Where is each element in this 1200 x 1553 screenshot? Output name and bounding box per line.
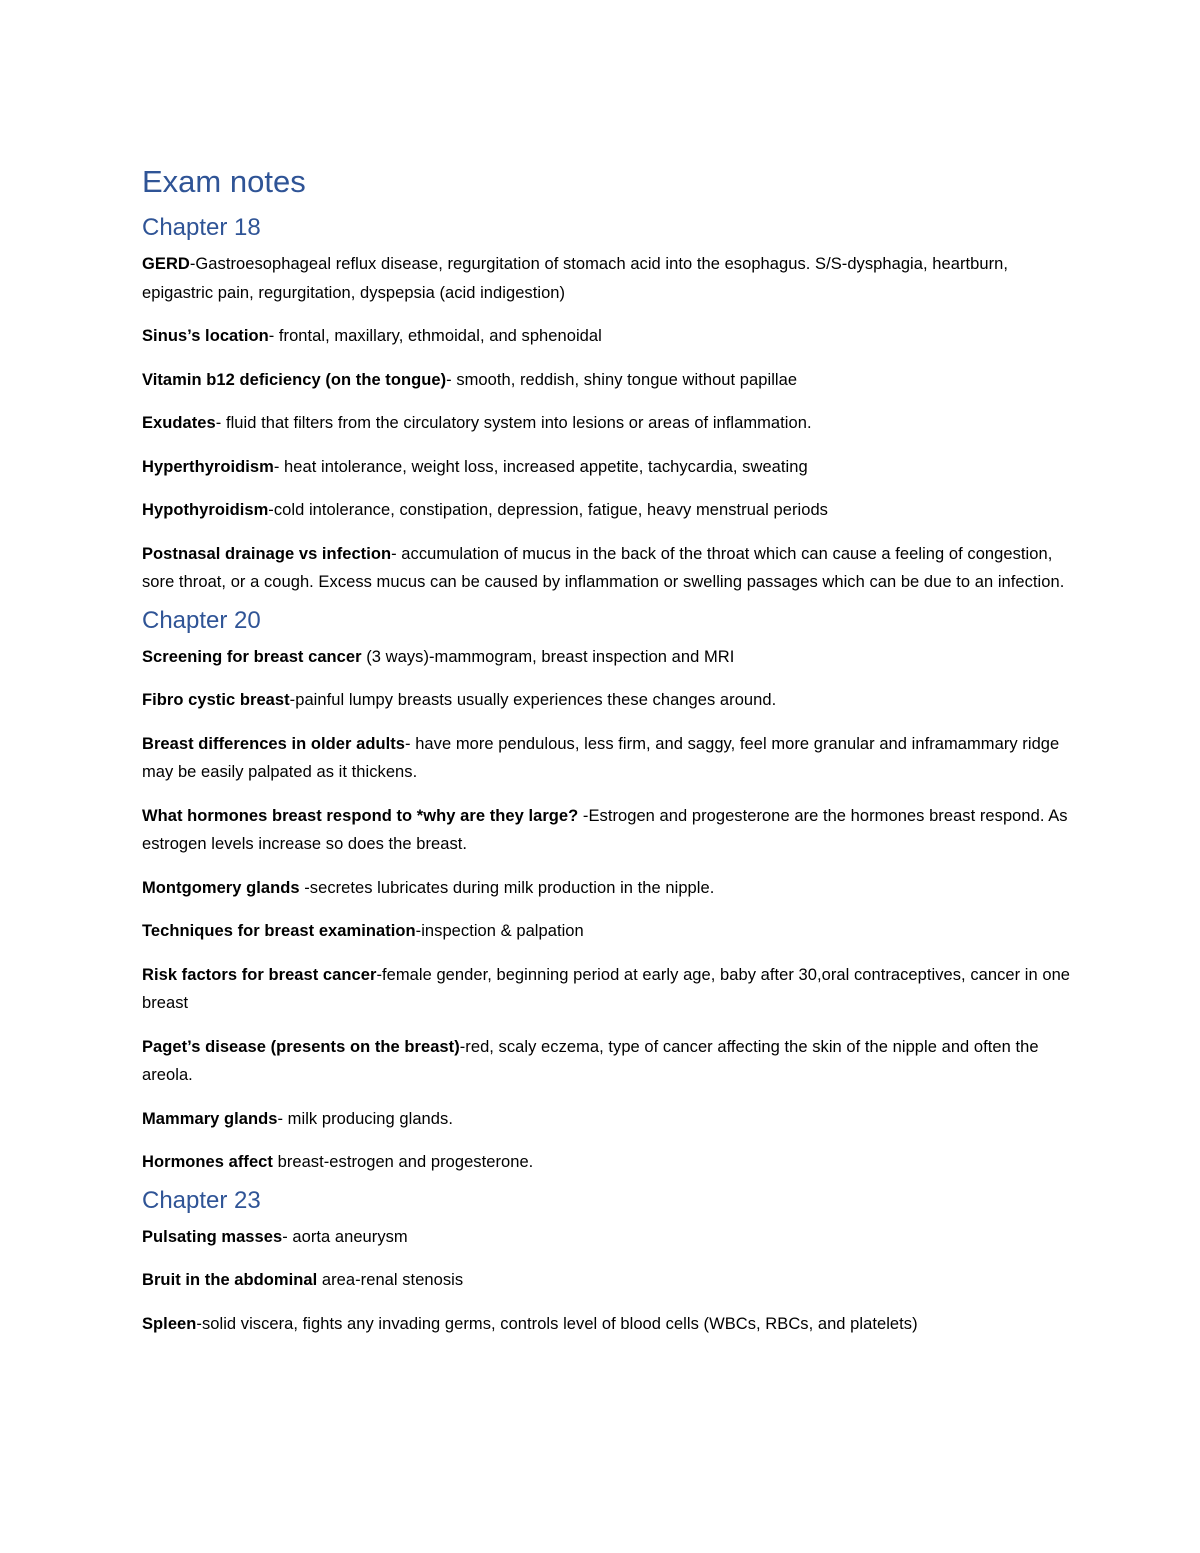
note-definition: -Gastroesophageal reflux disease, regurgitation of stomach acid into the esophagus. S/S-dysphagia, heartburn, epigastric pain, regurgitation, dyspepsia (acid indigestion) <box>142 255 1008 302</box>
note-paragraph <box>142 250 1072 307</box>
note-definition: - accumulation of mucus in the back of the throat which can cause a feeling of congestion, sore throat, or a cough. Excess mucus can be caused by inflammation or swelling passages which can be due to an infection. <box>142 544 1065 591</box>
note-term: Vitamin b12 deficiency (on the tongue) <box>142 370 447 389</box>
note-definition: -inspection & palpation <box>415 922 584 940</box>
note-paragraph <box>142 1310 1072 1339</box>
note-term: Exudates <box>142 414 216 432</box>
note-definition: - heat intolerance, weight loss, increased appetite, tachycardia, sweating <box>273 457 808 476</box>
note-paragraph <box>142 1223 1072 1252</box>
note-paragraph <box>142 540 1072 597</box>
note-paragraph <box>142 802 1072 859</box>
document-title: Exam notes <box>142 164 306 199</box>
note-definition: (3 ways)-mammogram, breast inspection and MRI <box>361 647 735 666</box>
note-definition: area-renal stenosis <box>317 1271 464 1289</box>
note-definition: -solid viscera, fights any invading germs, controls level of blood cells (WBCs, RBCs, and platelets) <box>196 1314 918 1333</box>
note-definition: - have more pendulous, less firm, and saggy, feel more granular and inframammary ridge may be easily palpated as it thickens. <box>142 734 1060 781</box>
note-paragraph <box>142 496 1072 525</box>
note-paragraph <box>142 1266 1072 1295</box>
note-definition: -red, scaly eczema, type of cancer affecting the skin of the nipple and often the areola. <box>142 1037 1039 1084</box>
chapter-section <box>142 1185 1072 1339</box>
note-definition: - frontal, maxillary, ethmoidal, and sphenoidal <box>268 327 602 345</box>
note-term: Montgomery glands <box>142 878 300 897</box>
note-term: Breast differences in older adults <box>142 734 406 753</box>
chapter-heading: Chapter 20 <box>142 606 261 634</box>
note-term: Fibro cystic breast <box>142 691 290 709</box>
sections-container <box>142 212 1072 1338</box>
note-paragraph <box>142 322 1072 351</box>
note-term: Sinus’s location <box>142 327 269 345</box>
note-definition: -cold intolerance, constipation, depression, fatigue, heavy menstrual periods <box>268 501 828 519</box>
note-definition: - smooth, reddish, shiny tongue without papillae <box>446 370 798 389</box>
chapter-section <box>142 212 1072 597</box>
note-term: Hyperthyroidism <box>142 457 274 476</box>
note-paragraph <box>142 409 1072 438</box>
note-term: What hormones breast respond to *why are they large? <box>142 806 579 825</box>
note-paragraph <box>142 686 1072 715</box>
note-paragraph <box>142 453 1072 482</box>
note-term: Mammary glands <box>142 1109 278 1128</box>
note-term: Pulsating masses <box>142 1227 283 1246</box>
note-paragraph <box>142 961 1072 1018</box>
note-definition: - aorta aneurysm <box>282 1227 408 1246</box>
note-term: GERD <box>142 255 190 273</box>
note-paragraph <box>142 1105 1072 1134</box>
note-term: Postnasal drainage vs infection <box>142 544 392 563</box>
note-definition: -secretes lubricates during milk production in the nipple. <box>299 878 715 897</box>
note-paragraph <box>142 1033 1072 1090</box>
note-paragraph <box>142 366 1072 395</box>
note-term: Hypothyroidism <box>142 501 269 519</box>
note-term: Techniques for breast examination <box>142 922 416 940</box>
note-definition: -female gender, beginning period at early age, baby after 30,oral contraceptives, cancer in one breast <box>142 965 1071 1012</box>
note-term: Risk factors for breast cancer <box>142 965 377 984</box>
note-definition: - fluid that filters from the circulatory system into lesions or areas of inflammation. <box>215 414 812 432</box>
note-term: Spleen <box>142 1314 197 1333</box>
note-definition: - milk producing glands. <box>277 1109 453 1128</box>
note-paragraph <box>142 643 1072 672</box>
chapter-heading: Chapter 23 <box>142 1186 261 1214</box>
chapter-heading: Chapter 18 <box>142 214 261 241</box>
note-paragraph <box>142 874 1072 903</box>
note-paragraph <box>142 917 1072 946</box>
chapter-section <box>142 605 1072 1177</box>
note-paragraph <box>142 1148 1072 1177</box>
note-term: Screening for breast cancer <box>142 647 362 666</box>
note-definition: breast-estrogen and progesterone. <box>272 1153 534 1171</box>
document-page <box>142 160 1072 1346</box>
note-term: Hormones affect <box>142 1153 273 1171</box>
note-term: Paget’s disease (presents on the breast) <box>142 1037 460 1056</box>
note-paragraph <box>142 730 1072 787</box>
note-term: Bruit in the abdominal <box>142 1271 318 1289</box>
note-definition: -painful lumpy breasts usually experiences these changes around. <box>289 691 777 709</box>
note-definition: -Estrogen and progesterone are the hormones breast respond. As estrogen levels increase so does the breast. <box>142 806 1068 853</box>
